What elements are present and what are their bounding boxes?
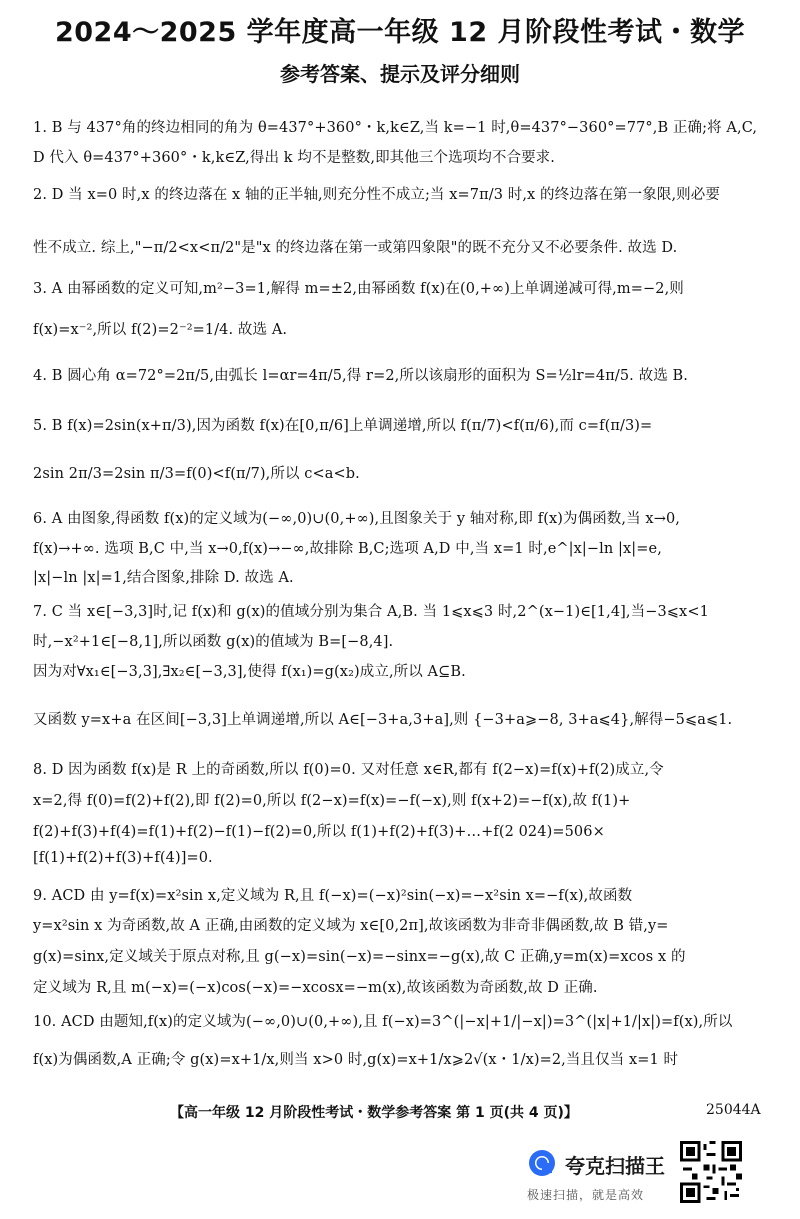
page-title: 2024～2025 学年度高一年级 12 月阶段性考试・数学	[54, 17, 746, 48]
answer-line: 2. D 当 x=0 时,x 的终边落在 x 轴的正半轴,则充分性不成立;当 x=7π/3 时,x 的终边落在第一象限,则必要	[33, 187, 720, 203]
answer-line: 又函数 y=x+a 在区间[−3,3]上单调递增,所以 A∈[−3+a,3+a],则 {−3+a⩾−8, 3+a⩽4},解得−5⩽a⩽1.	[33, 712, 733, 728]
answer-line: 1. B 与 437°角的终边相同的角为 θ=437°+360°・k,k∈Z,当 k=−1 时,θ=437°−360°=77°,B 正确;将 A,C,	[33, 120, 758, 136]
answer-line: f(x)为偶函数,A 正确;令 g(x)=x+1/x,则当 x>0 时,g(x)=x+1/x⩾2√(x・1/x)=2,当且仅当 x=1 时	[33, 1052, 679, 1068]
page-footer: 【高一年级 12 月阶段性考试・数学参考答案 第 1 页(共 4 页)】	[170, 1105, 578, 1121]
answer-line: 9. ACD 由 y=f(x)=x²sin x,定义域为 R,且 f(−x)=(−x)²sin(−x)=−x²sin x=−f(x),故函数	[33, 888, 633, 904]
answer-line: 因为对∀x₁∈[−3,3],∃x₂∈[−3,3],使得 f(x₁)=g(x₂)成立,所以 A⊆B.	[33, 664, 466, 680]
brand-slogan: 极速扫描，就是高效	[527, 1188, 645, 1202]
answer-line: 性不成立. 综上,"−π/2<x<π/2"是"x 的终边落在第一或第四象限"的既不充分又不必要条件. 故选 D.	[33, 240, 678, 256]
scanner-watermark	[527, 1146, 677, 1206]
page-subtitle: 参考答案、提示及评分细则	[280, 62, 520, 86]
answer-line: 6. A 由图象,得函数 f(x)的定义域为(−∞,0)∪(0,+∞),且图象关于 y 轴对称,即 f(x)为偶函数,当 x→0,	[33, 511, 680, 527]
answer-line: x=2,得 f(0)=f(2)+f(2),即 f(2)=0,所以 f(2−x)=f(x)=−f(−x),则 f(x+2)=−f(x),故 f(1)+	[33, 793, 631, 809]
brand-name: 夸克扫描王	[565, 1154, 665, 1178]
answer-line: g(x)=sinx,定义域关于原点对称,且 g(−x)=sin(−x)=−sinx=−g(x),故 C 正确,y=m(x)=xcos x 的	[33, 949, 686, 965]
answer-line: 4. B 圆心角 α=72°=2π/5,由弧长 l=αr=4π/5,得 r=2,所以该扇形的面积为 S=½lr=4π/5. 故选 B.	[33, 368, 688, 384]
answer-line: 7. C 当 x∈[−3,3]时,记 f(x)和 g(x)的值域分别为集合 A,B. 当 1⩽x⩽3 时,2^(x−1)∈[1,4],当−3⩽x<1	[33, 604, 709, 620]
document-code: 25044A	[706, 1102, 761, 1118]
answer-line: 定义域为 R,且 m(−x)=(−x)cos(−x)=−xcosx=−m(x),故该函数为奇函数,故 D 正确.	[33, 980, 598, 996]
quark-logo-icon	[527, 1148, 557, 1178]
qr-code-icon	[680, 1141, 742, 1203]
answer-line: f(2)+f(3)+f(4)=f(1)+f(2)−f(1)−f(2)=0,所以 f(1)+f(2)+f(3)+…+f(2 024)=506×	[33, 824, 605, 840]
answer-line: |x|−ln |x|=1,结合图象,排除 D. 故选 A.	[33, 570, 294, 586]
answer-line: y=x²sin x 为奇函数,故 A 正确,由函数的定义域为 x∈[0,2π],故该函数为非奇非偶函数,故 B 错,y=	[33, 918, 669, 934]
answer-line: 5. B f(x)=2sin(x+π/3),因为函数 f(x)在[0,π/6]上单调递增,所以 f(π/7)<f(π/6),而 c=f(π/3)=	[33, 418, 653, 434]
answer-line: 2sin 2π/3=2sin π/3=f(0)<f(π/7),所以 c<a<b.	[33, 466, 360, 482]
answer-line: 10. ACD 由题知,f(x)的定义域为(−∞,0)∪(0,+∞),且 f(−x)=3^(|−x|+1/|−x|)=3^(|x|+1/|x|)=f(x),所以	[33, 1014, 733, 1030]
answer-line: D 代入 θ=437°+360°・k,k∈Z,得出 k 均不是整数,即其他三个选项均不合要求.	[33, 150, 555, 166]
answer-line: 3. A 由幂函数的定义可知,m²−3=1,解得 m=±2,由幂函数 f(x)在(0,+∞)上单调递减可得,m=−2,则	[33, 281, 684, 297]
answer-line: 8. D 因为函数 f(x)是 R 上的奇函数,所以 f(0)=0. 又对任意 x∈R,都有 f(2−x)=f(x)+f(2)成立,令	[33, 762, 664, 778]
answer-line: 时,−x²+1∈[−8,1],所以函数 g(x)的值域为 B=[−8,4].	[33, 634, 394, 650]
answer-line: f(x)=x⁻²,所以 f(2)=2⁻²=1/4. 故选 A.	[33, 322, 288, 338]
answer-line: [f(1)+f(2)+f(3)+f(4)]=0.	[33, 850, 213, 866]
answer-line: f(x)→+∞. 选项 B,C 中,当 x→0,f(x)→−∞,故排除 B,C;选项 A,D 中,当 x=1 时,e^|x|−ln |x|=e,	[33, 541, 662, 557]
